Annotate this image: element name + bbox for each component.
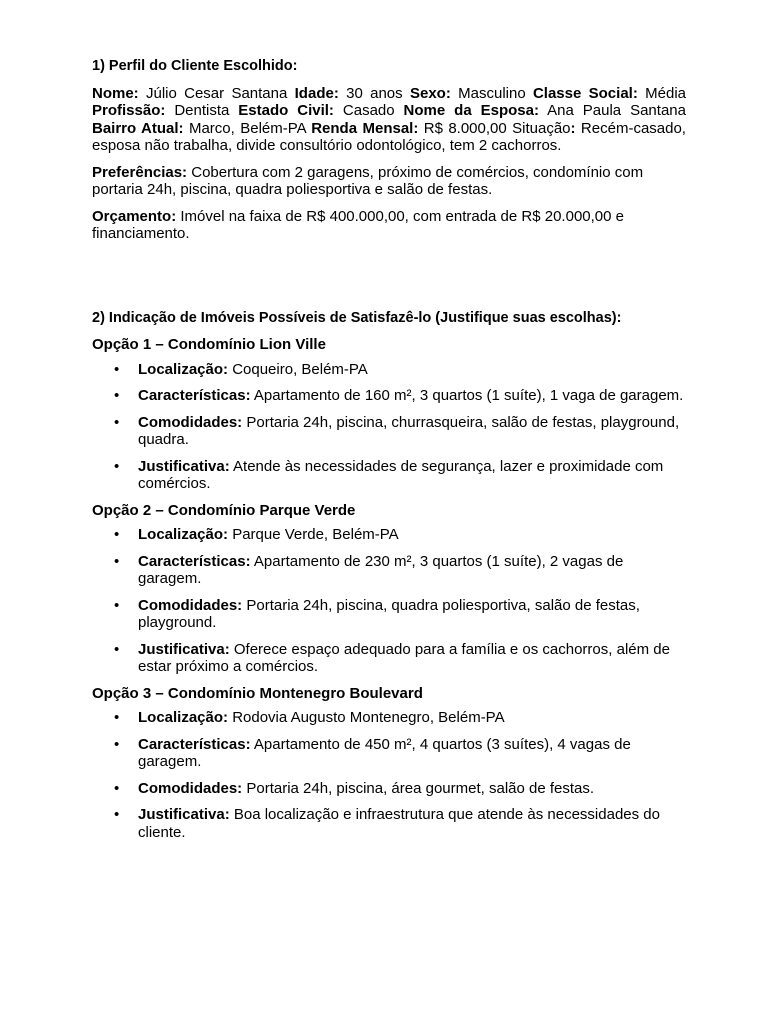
item-label: Comodidades:: [138, 596, 243, 614]
item-label: Características:: [138, 387, 251, 404]
bullet: •: [114, 806, 120, 823]
item-label: Localização:: [138, 709, 229, 726]
esposa-value: Ana Paula Santana: [539, 102, 686, 119]
situacao-colon: :: [570, 119, 576, 137]
item-text: Apartamento de 160 m², 3 quartos (1 suíte), 1 vaga de garagem.: [250, 387, 684, 404]
item-text: Coqueiro, Belém-PA: [228, 360, 368, 378]
list-item: [92, 709, 686, 727]
bullet: •: [114, 709, 120, 726]
item-text: Rodovia Augusto Montenegro, Belém-PA: [228, 709, 505, 726]
bullet: •: [114, 640, 120, 658]
renda-label: Renda Mensal:: [311, 119, 419, 137]
item-text: Atende às necessidades de segurança, lazer e proximidade com comércios.: [138, 457, 664, 492]
bullet: •: [114, 526, 120, 543]
idade-label: Idade:: [294, 84, 339, 102]
nome-value: Júlio Cesar Santana: [138, 84, 295, 102]
situacao-value: Recém-casado, esposa não trabalha, divide consultório odontológico, tem 2 cachorros.: [92, 119, 686, 154]
item-text: Portaria 24h, piscina, churrasqueira, salão de festas, playground, quadra.: [138, 413, 680, 448]
item-text: Portaria 24h, piscina, área gourmet, salão de festas.: [242, 779, 595, 797]
list-item: [92, 414, 686, 449]
list-item: [92, 806, 686, 841]
item-text: Apartamento de 450 m², 4 quartos (3 suítes), 4 vagas de garagem.: [138, 735, 631, 770]
nome-label: Nome:: [92, 84, 139, 102]
orcamento-paragraph: [92, 208, 686, 243]
section-spacer: [92, 252, 686, 310]
bullet: •: [114, 735, 120, 753]
option-2-title: Opção 2 – Condomínio Parque Verde: [92, 501, 356, 519]
sexo-value: Masculino: [450, 84, 533, 102]
item-text: Oferece espaço adequado para a família e os cachorros, além de estar próximo a comércios.: [138, 640, 670, 675]
list-item: [92, 553, 686, 588]
item-label: Justificativa:: [138, 640, 230, 658]
bullet: •: [114, 360, 120, 378]
item-text: Apartamento de 230 m², 3 quartos (1 suíte), 2 vagas de garagem.: [138, 552, 624, 587]
item-label: Localização:: [138, 526, 229, 543]
option-1-title: Opção 1 – Condomínio Lion Ville: [92, 336, 326, 353]
item-text: Portaria 24h, piscina, quadra poliesportiva, salão de festas, playground.: [138, 596, 640, 631]
list-item: [92, 458, 686, 493]
preferencias-paragraph: [92, 164, 686, 199]
item-label: Justificativa:: [138, 806, 230, 823]
orcamento-label: Orçamento:: [92, 207, 177, 225]
option-2-list: [92, 526, 686, 676]
item-label: Características:: [138, 735, 251, 753]
preferencias-label: Preferências:: [92, 163, 188, 181]
bullet: •: [114, 552, 120, 570]
profissao-label: Profissão:: [92, 102, 166, 119]
list-item: [92, 780, 686, 798]
sexo-label: Sexo:: [409, 84, 451, 102]
list-item: [92, 526, 686, 544]
bullet: •: [114, 457, 120, 475]
esposa-label: Nome da Esposa:: [403, 102, 539, 119]
document-page: [92, 58, 686, 850]
preferencias-value: Cobertura com 2 garagens, próximo de comércios, condomínio com portaria 24h, piscina, quadra poliesportiva e salão de festas.: [92, 163, 644, 198]
item-label: Localização:: [138, 360, 229, 378]
bullet: •: [114, 387, 120, 404]
item-text: Parque Verde, Belém-PA: [228, 526, 399, 543]
estado-civil-value: Casado: [333, 102, 404, 119]
option-3-title: Opção 3 – Condomínio Montenegro Boulevard: [92, 684, 423, 702]
classe-label: Classe Social:: [532, 84, 638, 102]
section1-title: 1) Perfil do Cliente Escolhido:: [92, 58, 298, 74]
renda-value: R$ 8.000,00 Situação: [418, 119, 571, 137]
bullet: •: [114, 596, 120, 614]
classe-value: Média: [637, 84, 686, 102]
option-3-list: [92, 709, 686, 841]
list-item: [92, 736, 686, 771]
section2-title: 2) Indicação de Imóveis Possíveis de Satisfazê-lo (Justifique suas escolhas):: [92, 309, 622, 326]
bullet: •: [114, 413, 120, 431]
item-label: Comodidades:: [138, 779, 243, 797]
item-text: Boa localização e infraestrutura que atende às necessidades do cliente.: [138, 806, 660, 841]
bullet: •: [114, 779, 120, 797]
bairro-label: Bairro Atual:: [92, 119, 184, 137]
item-label: Comodidades:: [138, 413, 243, 431]
idade-value: 30 anos: [338, 84, 410, 102]
item-label: Justificativa:: [138, 457, 230, 475]
item-label: Características:: [138, 552, 251, 570]
estado-civil-label: Estado Civil:: [238, 102, 334, 119]
list-item: [92, 641, 686, 676]
bairro-value: Marco, Belém-PA: [183, 119, 312, 137]
orcamento-value: Imóvel na faixa de R$ 400.000,00, com entrada de R$ 20.000,00 e financiamento.: [92, 207, 624, 242]
profissao-value: Dentista: [165, 102, 239, 119]
list-item: [92, 387, 686, 405]
list-item: [92, 361, 686, 379]
client-profile-paragraph: [92, 85, 686, 155]
option-1-list: [92, 361, 686, 493]
list-item: [92, 597, 686, 632]
